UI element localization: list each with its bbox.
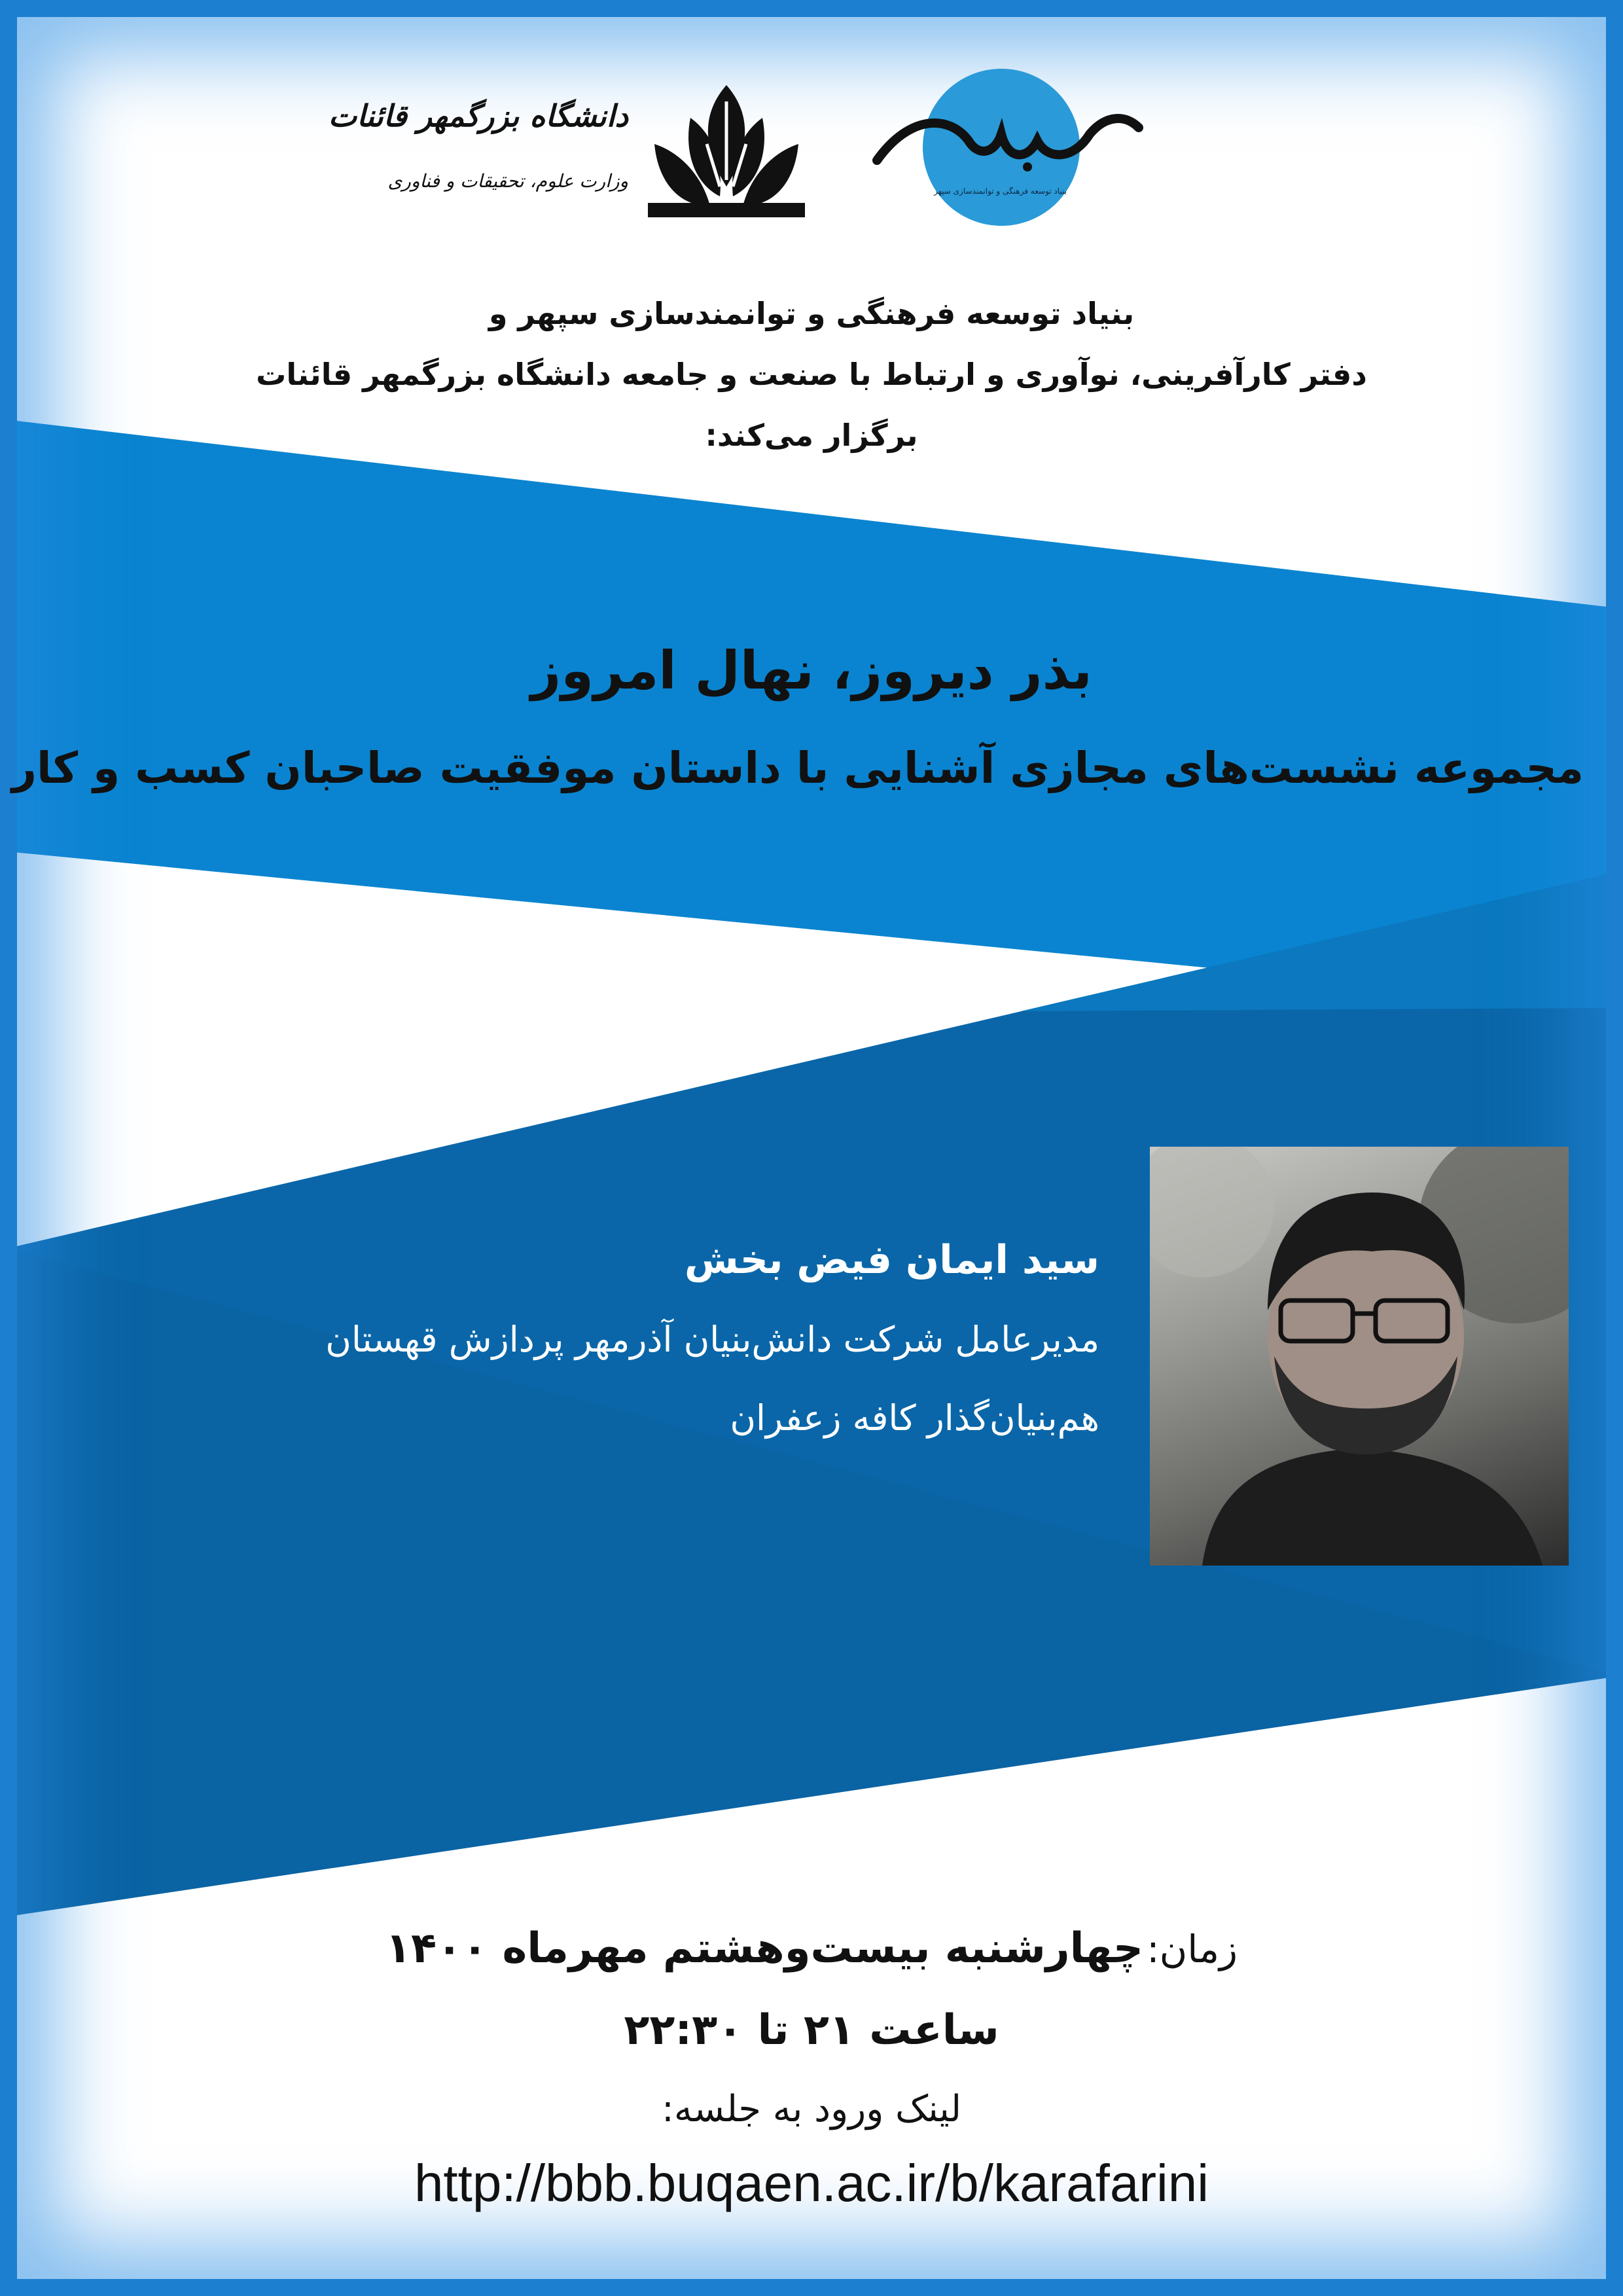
speaker-role-2: هم‌بنیان‌گذار کافه زعفران: [730, 1397, 1099, 1439]
event-title: بذر دیروز، نهال امروز: [531, 640, 1092, 701]
speaker-portrait-icon: [1150, 1147, 1569, 1566]
meeting-link[interactable]: http://bbb.buqaen.ac.ir/b/karafarini: [414, 2154, 1209, 2212]
ministry-name: وزارت علوم، تحقیقات و فناوری: [387, 170, 628, 192]
event-hours: ساعت ۲۱ تا ۲۲:۳۰: [624, 2006, 999, 2054]
link-label: لینک ورود به جلسه:: [661, 2088, 962, 2130]
sepehr-script-icon: [864, 88, 1145, 187]
speaker-role-1: مدیرعامل شرکت دانش‌بنیان آذرمهر پردازش قهستان: [325, 1319, 1099, 1360]
schedule-date-line: [0, 1924, 1623, 1973]
upper-blue-band: [0, 419, 1623, 1008]
lotus-emblem-icon: [628, 72, 825, 223]
sepehr-logo: [864, 62, 1145, 226]
event-date: چهارشنبه بیست‌وهشتم مهرماه ۱۴۰۰: [385, 1924, 1144, 1973]
sepehr-caption: بنیاد توسعه فرهنگی و توانمندسازی سپهر: [934, 187, 1067, 196]
university-name: دانشگاه بزرگمهر قائنات: [328, 98, 628, 134]
time-label: زمان:: [1147, 1927, 1238, 1971]
event-subtitle: مجموعه نشست‌های مجازی آشنایی با داستان موفقیت صاحبان کسب و کار: [11, 743, 1584, 793]
organizer-line-1: بنیاد توسعه فرهنگی و توانمندسازی سپهر و: [488, 296, 1135, 331]
university-logo: [328, 72, 825, 223]
speaker-name: سید ایمان فیض بخش: [684, 1237, 1099, 1283]
speaker-photo: [1150, 1147, 1569, 1566]
organizer-line-3: برگزار می‌کند:: [705, 418, 918, 453]
organizer-line-2: دفتر کارآفرینی، نوآوری و ارتباط با صنعت و جامعه دانشگاه بزرگمهر قائنات: [256, 357, 1367, 392]
